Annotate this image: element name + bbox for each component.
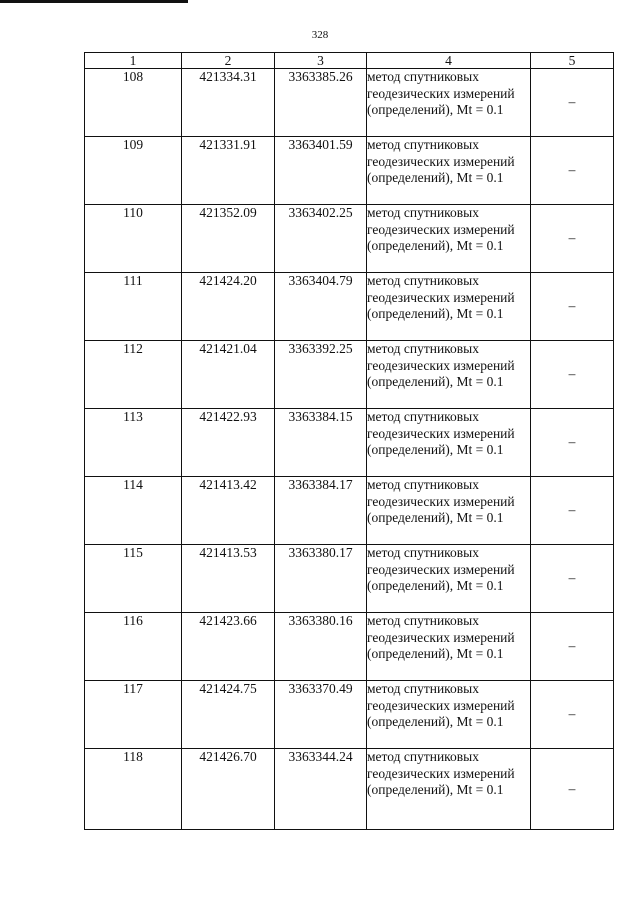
mark-type: – bbox=[531, 409, 614, 477]
x-coordinate: 421413.53 bbox=[182, 545, 275, 613]
table-row bbox=[85, 477, 614, 545]
x-coordinate: 421352.09 bbox=[182, 205, 275, 273]
x-coordinate: 421334.31 bbox=[182, 69, 275, 137]
x-coordinate: 421424.75 bbox=[182, 681, 275, 749]
method-description: метод спутниковых геодезических измерений (определений), Mt = 0.1 bbox=[367, 205, 531, 273]
mark-type: – bbox=[531, 69, 614, 137]
mark-type: – bbox=[531, 341, 614, 409]
point-number: 111 bbox=[85, 273, 182, 341]
y-coordinate: 3363404.79 bbox=[275, 273, 367, 341]
method-description: метод спутниковых геодезических измерений (определений), Mt = 0.1 bbox=[367, 545, 531, 613]
table-row bbox=[85, 69, 614, 137]
header-col-3: 3 bbox=[275, 53, 367, 69]
table-row bbox=[85, 613, 614, 681]
point-number: 108 bbox=[85, 69, 182, 137]
y-coordinate: 3363402.25 bbox=[275, 205, 367, 273]
y-coordinate: 3363370.49 bbox=[275, 681, 367, 749]
y-coordinate: 3363401.59 bbox=[275, 137, 367, 205]
coordinates-table bbox=[84, 52, 614, 830]
header-row bbox=[85, 53, 614, 69]
method-description: метод спутниковых геодезических измерений (определений), Mt = 0.1 bbox=[367, 341, 531, 409]
method-description: метод спутниковых геодезических измерений (определений), Mt = 0.1 bbox=[367, 409, 531, 477]
method-description: метод спутниковых геодезических измерений (определений), Mt = 0.1 bbox=[367, 137, 531, 205]
point-number: 114 bbox=[85, 477, 182, 545]
header-col-1: 1 bbox=[85, 53, 182, 69]
table-header bbox=[85, 53, 614, 69]
method-description: метод спутниковых геодезических измерений (определений), Mt = 0.1 bbox=[367, 69, 531, 137]
table-row bbox=[85, 749, 614, 830]
table-row bbox=[85, 681, 614, 749]
table-body bbox=[85, 69, 614, 830]
point-number: 109 bbox=[85, 137, 182, 205]
point-number: 115 bbox=[85, 545, 182, 613]
method-description: метод спутниковых геодезических измерений (определений), Mt = 0.1 bbox=[367, 477, 531, 545]
mark-type: – bbox=[531, 749, 614, 830]
table-row bbox=[85, 273, 614, 341]
mark-type: – bbox=[531, 273, 614, 341]
y-coordinate: 3363385.26 bbox=[275, 69, 367, 137]
mark-type: – bbox=[531, 545, 614, 613]
method-description: метод спутниковых геодезических измерений (определений), Mt = 0.1 bbox=[367, 749, 531, 830]
mark-type: – bbox=[531, 137, 614, 205]
mark-type: – bbox=[531, 681, 614, 749]
header-col-4: 4 bbox=[367, 53, 531, 69]
x-coordinate: 421413.42 bbox=[182, 477, 275, 545]
point-number: 113 bbox=[85, 409, 182, 477]
point-number: 110 bbox=[85, 205, 182, 273]
x-coordinate: 421426.70 bbox=[182, 749, 275, 830]
point-number: 112 bbox=[85, 341, 182, 409]
x-coordinate: 421421.04 bbox=[182, 341, 275, 409]
header-col-5: 5 bbox=[531, 53, 614, 69]
x-coordinate: 421423.66 bbox=[182, 613, 275, 681]
x-coordinate: 421422.93 bbox=[182, 409, 275, 477]
header-col-2: 2 bbox=[182, 53, 275, 69]
x-coordinate: 421424.20 bbox=[182, 273, 275, 341]
y-coordinate: 3363344.24 bbox=[275, 749, 367, 830]
table-row bbox=[85, 341, 614, 409]
mark-type: – bbox=[531, 613, 614, 681]
y-coordinate: 3363380.17 bbox=[275, 545, 367, 613]
point-number: 118 bbox=[85, 749, 182, 830]
mark-type: – bbox=[531, 205, 614, 273]
y-coordinate: 3363392.25 bbox=[275, 341, 367, 409]
table-row bbox=[85, 409, 614, 477]
method-description: метод спутниковых геодезических измерений (определений), Mt = 0.1 bbox=[367, 681, 531, 749]
point-number: 117 bbox=[85, 681, 182, 749]
point-number: 116 bbox=[85, 613, 182, 681]
page-number: 328 bbox=[311, 29, 329, 41]
table-row bbox=[85, 205, 614, 273]
x-coordinate: 421331.91 bbox=[182, 137, 275, 205]
table-row bbox=[85, 545, 614, 613]
y-coordinate: 3363380.16 bbox=[275, 613, 367, 681]
y-coordinate: 3363384.17 bbox=[275, 477, 367, 545]
mark-type: – bbox=[531, 477, 614, 545]
method-description: метод спутниковых геодезических измерений (определений), Mt = 0.1 bbox=[367, 613, 531, 681]
scan-edge-bar bbox=[0, 0, 188, 3]
y-coordinate: 3363384.15 bbox=[275, 409, 367, 477]
method-description: метод спутниковых геодезических измерений (определений), Mt = 0.1 bbox=[367, 273, 531, 341]
table-row bbox=[85, 137, 614, 205]
